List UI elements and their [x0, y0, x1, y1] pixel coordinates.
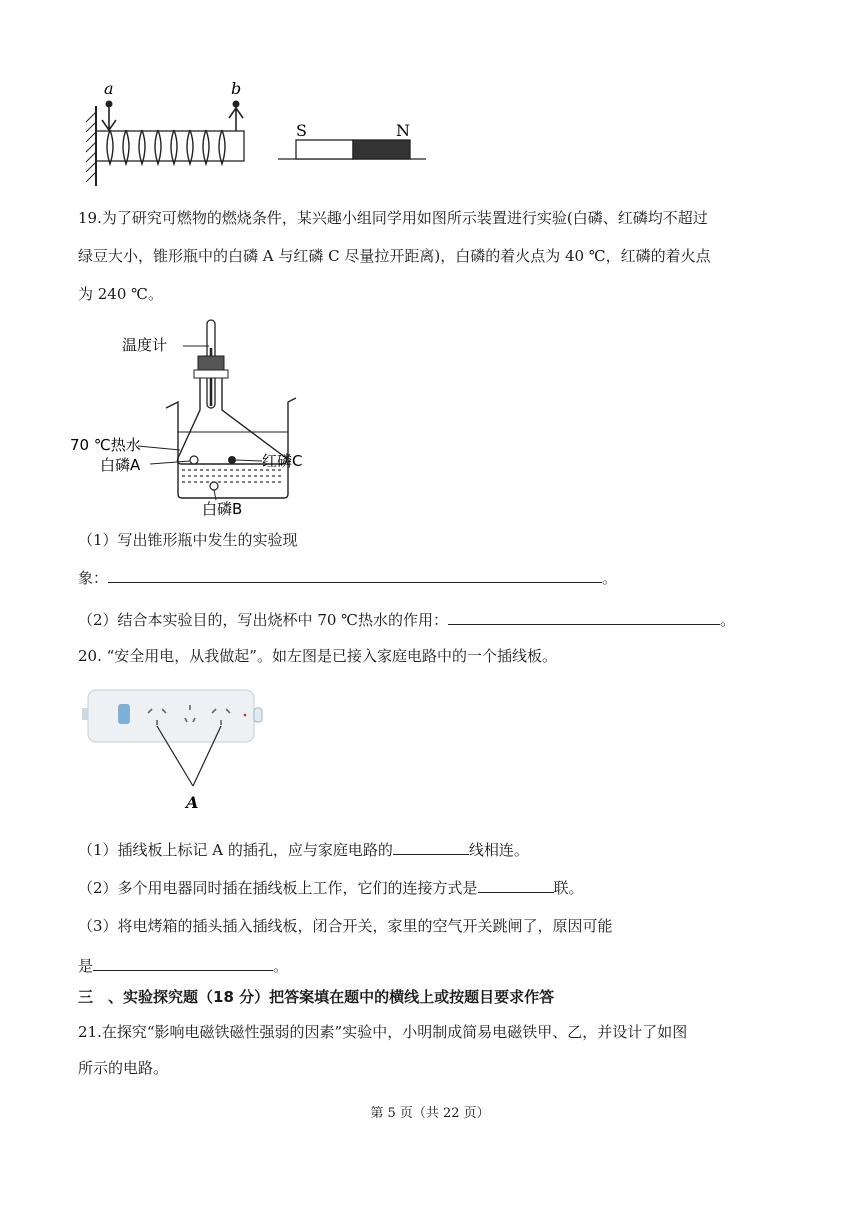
thermometer-label: 温度计: [122, 336, 168, 354]
page-footer: 第 5 页（共 22 页）: [370, 1106, 490, 1121]
q21-line1: 21.在探究“影响电磁铁磁性强弱的因素”实验中，小明制成简易电磁铁甲、乙，并设计了如图: [78, 1023, 688, 1041]
q20-sub2-line: [78, 878, 584, 898]
section-3-heading: 三 、实验探究题（18 分）把答案填在题中的横线上或按题目要求作答: [78, 988, 555, 1006]
socket-label-a: A: [186, 793, 199, 812]
q20-sub1a: （1）插线板上标记 A 的插孔，应与家庭电路的: [78, 841, 393, 859]
power-strip-figure: [78, 686, 278, 814]
label-a: a: [104, 79, 114, 98]
q19-sub1a: （1）写出锥形瓶中发生的实验现: [78, 531, 298, 549]
white-phosphorus-a-label: 白磷A: [100, 456, 141, 474]
q19-line3: 为 240 ℃。: [78, 285, 163, 303]
q20-sub3-end: 。: [273, 957, 289, 975]
q20-sub2b: 联。: [553, 879, 584, 897]
answer-blank-reason[interactable]: [93, 956, 273, 971]
combustion-apparatus-figure: [66, 318, 336, 518]
answer-blank-connection[interactable]: [478, 878, 554, 893]
q19-sub2-end: 。: [719, 611, 735, 629]
q19-sub1b: 象：: [78, 569, 109, 587]
q20-line1: 20. “安全用电，从我做起”。如左图是已接入家庭电路中的一个插线板。: [78, 647, 557, 665]
q19-sub1-end: 。: [602, 569, 618, 587]
q20-sub1b: 线相连。: [468, 841, 529, 859]
q19-line1: 19.为了研究可燃物的燃烧条件，某兴趣小组同学用如图所示装置进行实验(白磷、红磷均不超过: [78, 209, 708, 227]
q19-line2: 绿豆大小，锥形瓶中的白磷 A 与红磷 C 尽量拉开距离)，白磷的着火点为 40 ℃，红磷的着火点: [78, 247, 711, 265]
q20-sub3b-line: [78, 956, 288, 976]
q20-sub3a: （3）将电烤箱的插头插入插线板，闭合开关，家里的空气开关跳闸了，原因可能: [78, 917, 613, 935]
white-phosphorus-b-label: 白磷B: [202, 500, 243, 518]
q19-sub2: （2）结合本实验目的，写出烧杯中 70 ℃热水的作用：: [78, 611, 448, 629]
answer-blank-phenomenon[interactable]: [108, 568, 602, 583]
answer-blank-hot-water[interactable]: [448, 610, 720, 625]
q20-sub1-line: [78, 840, 529, 860]
red-phosphorus-c-label: 红磷C: [262, 452, 303, 470]
q20-sub2a: （2）多个用电器同时插在插线板上工作，它们的连接方式是: [78, 879, 478, 897]
label-s: S: [296, 121, 307, 140]
q21-line2: 所示的电路。: [78, 1059, 169, 1077]
solenoid-magnet-figure: [78, 78, 438, 193]
q20-sub3b: 是: [78, 957, 94, 975]
q19-sub2-line: [78, 610, 735, 630]
q19-sub1b-line: [78, 568, 617, 588]
label-n: N: [396, 121, 410, 140]
label-b: b: [231, 79, 242, 98]
answer-blank-wire[interactable]: [393, 840, 469, 855]
hot-water-label: 70 ℃热水: [70, 436, 141, 454]
